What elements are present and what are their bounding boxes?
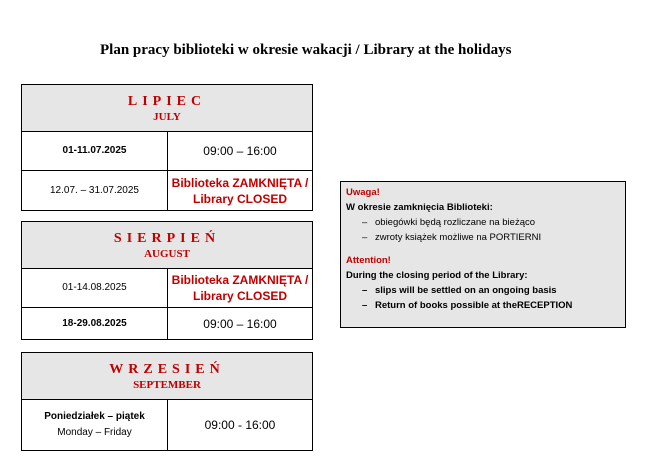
table-row	[22, 132, 312, 170]
hours-cell: 09:00 – 16:00	[203, 316, 277, 331]
notice-intro-pl: W okresie zamknięcia Biblioteki:	[346, 202, 493, 213]
closed-label-en: Library CLOSED	[192, 289, 288, 303]
july-schedule-table	[21, 84, 313, 211]
dates-cell: 01-14.08.2025	[22, 269, 168, 307]
table-row	[22, 170, 312, 210]
notice-heading-pl: Uwaga!	[346, 187, 380, 198]
notice-box	[340, 181, 626, 328]
august-schedule-table	[21, 221, 313, 340]
table-row	[22, 307, 312, 339]
list-item	[346, 215, 620, 230]
month-name-en: SEPTEMBER	[133, 378, 201, 391]
july-header	[22, 85, 312, 132]
september-schedule-table	[21, 352, 313, 451]
closed-cell	[168, 171, 312, 210]
weekdays-label-en: Monday – Friday	[57, 427, 132, 438]
dash-bullet: –	[362, 300, 368, 311]
notice-list-pl	[346, 215, 620, 245]
list-item	[346, 230, 620, 245]
month-name-en: JULY	[153, 110, 181, 123]
august-header	[22, 222, 312, 269]
dates-cell: 18-29.08.2025	[22, 308, 168, 339]
month-name-pl: WRZESIEŃ	[109, 361, 225, 377]
closed-cell	[168, 269, 312, 307]
notice-item-text: obiegówki będą rozliczane na bieżąco	[375, 217, 536, 228]
table-row	[22, 400, 312, 450]
list-item	[346, 298, 620, 313]
hours-cell: 09:00 – 16:00	[203, 144, 277, 158]
page-title: Plan pracy biblioteki w okresie wakacji / Library at the holidays	[100, 42, 512, 58]
notice-item-text: Return of books possible at theRECEPTION	[375, 300, 573, 311]
month-name-pl: SIERPIEŃ	[113, 230, 221, 246]
closed-label-pl: Biblioteka ZAMKNIĘTA /	[171, 273, 309, 287]
month-name-pl: LIPIEC	[127, 93, 207, 109]
notice-item-text: zwroty książek możliwe na PORTIERNI	[375, 232, 542, 243]
dash-bullet: –	[362, 232, 368, 243]
weekdays-label-pl: Poniedziałek – piątek	[44, 411, 145, 422]
notice-list-en	[346, 283, 620, 313]
list-item	[346, 283, 620, 298]
notice-item-text: slips will be settled on an ongoing basis	[375, 285, 557, 296]
closed-label-en: Library CLOSED	[192, 191, 288, 206]
dash-bullet: –	[362, 217, 368, 228]
dates-cell: 12.07. – 31.07.2025	[22, 171, 168, 210]
closed-label-pl: Biblioteka ZAMKNIĘTA /	[171, 175, 309, 190]
notice-intro-en: During the closing period of the Library:	[346, 270, 528, 281]
month-name-en: AUGUST	[144, 247, 190, 260]
notice-heading-en: Attention!	[346, 255, 391, 266]
table-row	[22, 269, 312, 307]
dash-bullet: –	[362, 285, 368, 296]
dates-cell	[22, 400, 168, 450]
hours-cell: 09:00 - 16:00	[204, 418, 276, 432]
dates-cell: 01-11.07.2025	[22, 132, 168, 170]
september-header	[22, 353, 312, 400]
